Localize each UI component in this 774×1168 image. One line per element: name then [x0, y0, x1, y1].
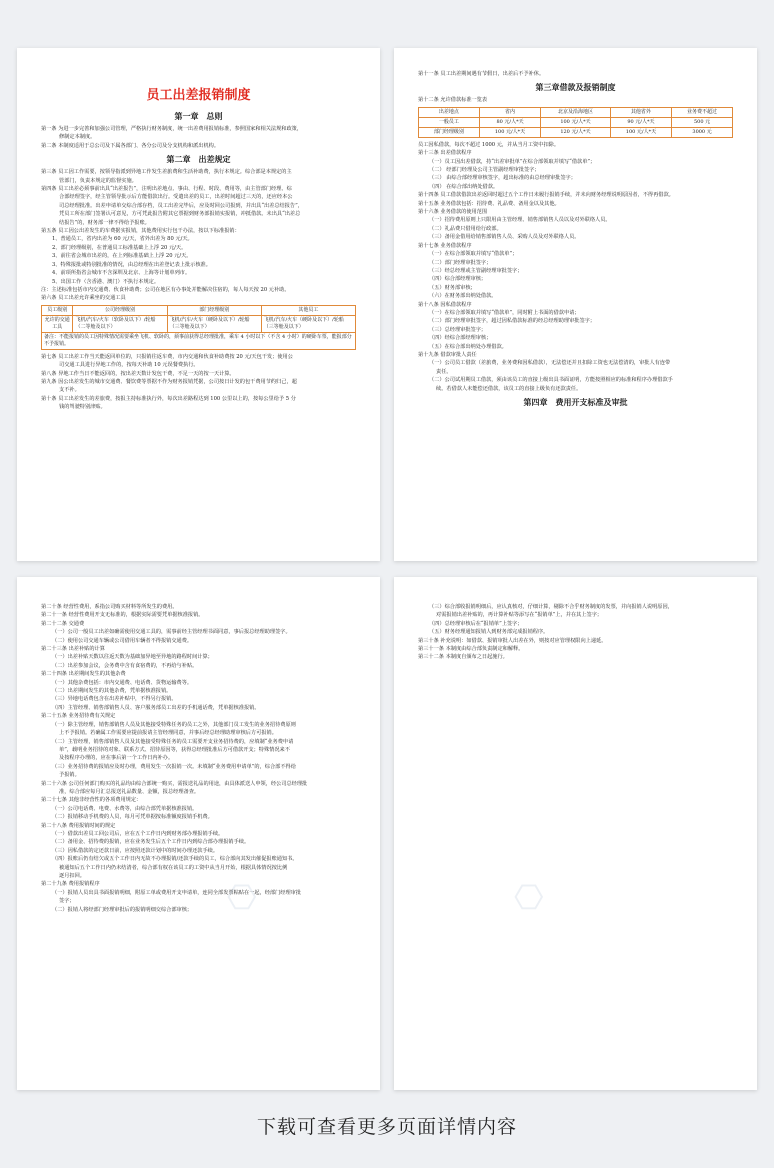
text-line: 第三十条 补充说明：如借款、报销审批人出差在外，则按对应管理权限向上递延。 — [418, 637, 607, 644]
table-header: 其他员工 — [261, 305, 355, 315]
text-line: 及按程序办理的，应在事后第一个工作日内补办。 — [59, 755, 174, 762]
table-cell: 80 元/人*天 — [479, 117, 540, 127]
chapter-heading: 第二章 出差规定 — [166, 154, 231, 165]
chapter-heading: 第一章 总则 — [174, 111, 223, 121]
text-line: 第九条 因公出差发生的城市交通费、餐饮费等票据不作为财务报销凭据，公司按日计发的包干费用节约归己，超 — [41, 378, 297, 385]
text-line: 第二十五条 业务招待费有关规定 — [41, 713, 116, 720]
text-line: （四） 在综合部出纳处借款。 — [429, 183, 499, 190]
document-page-3 — [17, 577, 380, 1090]
text-line: 管部门，负责本规定的监督实施。 — [59, 177, 137, 184]
text-line: （五）财务部审核； — [429, 284, 476, 291]
text-line: （一）在综合部领取并填写“借款单”； — [429, 251, 518, 258]
text-line: （三） 由综合部经理审核签字，超出标准的由总经理审批签字； — [429, 175, 576, 182]
table-cell: 飞机/汽车/火车（硬卧及以下）/轮船（三等舱及以下） — [167, 315, 261, 332]
text-line: （六）在财务部出纳处借款。 — [429, 293, 497, 300]
text-line: 第三条 员工因工作需要，按领导指派到异地工作发生差旅费和生活补助费，执行本规定。综合部是本规定的主 — [41, 169, 292, 176]
text-line: 第十七条 业务借款程序 — [418, 242, 472, 249]
text-block — [41, 603, 356, 914]
text-line: 被通知后五个工作日内仍未结清者，综合部有权在该员工的工资中从当月开始，根据具体情况按比例 — [59, 864, 288, 871]
document-page-1 — [17, 48, 380, 561]
text-line: 钱的驾驶特别津贴。 — [59, 404, 106, 411]
text-line: 注：主述标准包括市内交通费、伙食补助费；公司在地区有办事处并能解决住宿的，每人每天按 20 元补助。 — [41, 286, 290, 293]
text-block — [41, 125, 356, 150]
text-line: 2、部门经理级别，在普通员工标准基础上上浮 20 元/天。 — [52, 244, 187, 251]
text-line: 4、前项所指省会城市不含深圳及北京、上海等计划单列市。 — [52, 270, 191, 277]
text-line: （二）出差参加会议，会务费中含有食宿费的，不再给与补贴。 — [52, 662, 198, 669]
text-line: 单”，载明业务招待的对象、联系方式、招待原因等，获得总经理批准后方可借款开支；特殊情况来不 — [59, 746, 290, 753]
text-line: 第三十一条 本制度由综合部负责制定和解释。 — [418, 646, 524, 653]
text-line: 第二十条 经营性费用，系指公司购买材料等所发生的费用。 — [41, 604, 178, 610]
text-line: 第十四条 员工借款借款出差返回时超过五个工作日未履行报销手续，并未向财务经理说明原因者，不得再借款。 — [418, 192, 674, 199]
table-cell: 90 元/人*天 — [610, 117, 671, 127]
text-line: 凭员工所在部门签署认可意见，方可凭此报告附其它票据到财务部报销实报销，冲抵借款。未出具“出差总 — [59, 211, 301, 218]
text-line: 准，综合部应每月汇总报送礼品数量、金额，报总经理备查。 — [59, 788, 200, 795]
text-line: 第三十二条 本制度自颁布之日起施行。 — [418, 654, 508, 661]
text-line: 第十八条 因私借款程序 — [418, 301, 472, 308]
text-line: 第二十四条 出差期间发生的其他杂费 — [41, 671, 126, 678]
text-line: （二）部门经理审批签字，超过因私借款标准的经总经理助理审批签字； — [429, 318, 596, 325]
watermark: ⬡ — [505, 872, 552, 922]
table-cell: 部门经理级别 — [419, 127, 480, 137]
chapter-heading: 第四章 费用开支标准及审批 — [523, 397, 628, 407]
text-line: （一）报销人员出具书面报销明细，附原工单或费用开支申请单，连同全部发票粘贴在一起，经部门经理审批 — [52, 889, 302, 896]
text-line: 签字； — [59, 898, 75, 905]
text-line: 第二十一条 经营性费用开支无标准的，根据实际需要凭单据核准报销。 — [41, 612, 204, 619]
chapter-heading: 第三章借款及报销制度 — [535, 82, 616, 93]
document-page-4 — [394, 577, 757, 1090]
paragraph: 第十一条 员工出差期间遇有节假日，出差后不予补休。 — [418, 71, 545, 77]
text-line: 第七条 员工出差工作当天能返回单位的，只报销往返车费，市内交通和伙食补助费按 20 元/天包干发；使用公 — [41, 353, 293, 360]
text-line: 3、前往省会城市出差的，在上列标准基础上上浮 20 元/天。 — [52, 253, 192, 260]
text-line: （一）招待费用原则上只限用由主管经理、销售部销售人员以及对外联络人员。 — [429, 217, 611, 224]
text-line: （五）在综合部出纳处办理借款。 — [429, 343, 507, 350]
text-line: 第十六条 业务借款的使用范围 — [418, 209, 488, 216]
text-line: （二）使用公司交通车辆或公司借用车辆者不得报销交通费。 — [52, 637, 193, 644]
text-line: 责任。 — [436, 368, 452, 375]
text-line: （一）借款出差员工回公司后，应在五个工作日内到财务部办理报销手续。 — [52, 830, 224, 837]
text-line: 第二十七条 其他非经营性的各项费用规定： — [41, 797, 142, 804]
table-cell: 飞机/汽车/火车（硬卧及以下）/轮船（三等舱及以下） — [261, 315, 355, 332]
text-line: 5、出国工作（含香港、澳门）不执行本规定。 — [52, 278, 160, 285]
table-note: 备注：不能报销的员工因特殊情况需要乘坐飞机、软卧的，须事前获得总经理批准，乘车 4 小时以下（不含 4 小时）的硬卧车票，能报部分不予报销。 — [42, 332, 356, 349]
text-line: （二）备用金、招待费的报销，应在业务发生后五个工作日内到综合部办理报销手续。 — [52, 839, 250, 846]
text-line: （一）除主管经理，销售部销售人员及其他接受特殊任务的员工之外，其他部门员工发生的业务招待费原则 — [52, 721, 296, 728]
text-line: 第五条 员工因公出差发生的车费据实报销，其他费用实行包干办法，按以下标准报销： — [41, 228, 240, 235]
table-cell: 120 元/人*天 — [541, 127, 611, 137]
text-line: 第十九条 借款审批人责任 — [418, 351, 477, 358]
table-header: 北京及沿海地区 — [541, 107, 611, 117]
text-line: （四）报账后仍有结欠或五个工作日内无故不办理报销/还款手续的员工，综合部向其发出催促报账通知书。 — [52, 856, 298, 863]
text-line: 第四条 员工出差必须事前出具“出差报告”，注明出差地点、事由、行程、时段、费用等，由主管部门经理、综 — [41, 186, 292, 193]
table-header: 其他省外 — [610, 107, 671, 117]
text-line: 逐月扣回。 — [59, 873, 85, 879]
text-line: 司总经理批准。出差申请单交综合部存档，员工出差完毕后，应及时回公司报到，并出具“出差总结报告”， — [59, 202, 303, 209]
document-title: 员工出差报销制度 — [146, 88, 251, 103]
text-line: 予报销。 — [59, 772, 80, 779]
text-line: 1、普通员工，省内出差为 60 元/天，省外出差为 80 元/天。 — [52, 236, 193, 243]
text-line: 第二十六条 公司任何部门购买的礼品均由综合部统一购买，需报送礼品的用途，由具体派送人申领，经公司总经理批 — [41, 780, 308, 787]
table-caption: 第十二条 允许借款标准一览表 — [418, 97, 488, 104]
text-line: （二） 经部门经理及公司主管副经理审批签字； — [429, 167, 540, 174]
text-line: 第八条 异地工作当日不能返回的，按出差天数计发包干费，不足一天的按一天计算。 — [41, 370, 235, 377]
text-line: 司交通工具进行异地工作的，按每天补助 10 元误餐费执行。 — [59, 362, 199, 369]
document-page-2 — [394, 48, 757, 561]
text-line: 修制定本制度。 — [59, 134, 96, 141]
table-cell: 3000 元 — [672, 127, 733, 137]
text-line: 第二十九条 费用报销程序 — [41, 881, 100, 888]
text-line: 支不补。 — [59, 387, 80, 394]
table-header: 出差地点 — [419, 107, 480, 117]
text-line: （三）因私借款的定还款日前，应按照还款计划中的时间办理还款手续。 — [52, 847, 219, 854]
text-block — [418, 603, 733, 662]
text-line: （一）公司一般员工出差如确需使用交通工具的，需事前经主管经理书面同意，事后报总经理助理签字。 — [52, 629, 291, 636]
table-header: 公司经理级别 — [73, 305, 167, 315]
text-block — [418, 141, 733, 393]
table-cell: 100 元/人*天 — [479, 127, 540, 137]
text-line: （二）报销人将经部门经理审批后的报销明细交综合部审核； — [52, 906, 193, 913]
text-line: 合部经理签字，经主管领导批示后方能借款出行。受遣出差的员工，出差时间超过三天的，还应经本公 — [59, 194, 293, 201]
text-line: 第六条 员工出差允许乘坐的交通工具 — [41, 295, 126, 302]
text-line: （三）综合部收报销明细后，应认真核对，仔细计算，剔除不合乎财务制度的发票，并向报销人说明原因， — [429, 604, 673, 610]
text-line: 上不予报销。若确属工作需要应提前报请主管经理同意，并事后经总经理助理审核后方可报销。 — [59, 730, 277, 737]
table-header: 业务费不超过 — [672, 107, 733, 117]
text-line: （一）员工因出差借款，持“出差审批单”在综合部领取并填写“借款单”； — [429, 158, 596, 165]
text-line: （二）公司试用期员工借款，须由该员工的直接上级出具书面证明，方能按照相应的标准和程序办理借款手 — [429, 377, 673, 384]
text-block — [41, 353, 356, 412]
text-line: （二）礼品费只借用给行政部。 — [429, 225, 502, 232]
text-line: （三）总经理审批签字； — [429, 326, 487, 333]
watermark: ⬡ — [218, 872, 265, 922]
loan-standard-table — [418, 107, 733, 138]
text-line: （一）在综合部领取并填写“借款单”，同时附上书面的借款申请； — [429, 309, 580, 316]
text-line: （三）备用金借用给销售部销售人员、采购人员及对外联络人员。 — [429, 234, 580, 241]
text-line: （二）出差期间发生的其他杂费，凭单据核准报销。 — [52, 688, 172, 695]
text-line: 第十条 员工出差发生的差旅费，按报主持标准执行外，每次出差路程达到 100 公里以上的，按每公里给予 5 分 — [41, 395, 296, 402]
text-line: 第十三条 出差借款程序 — [418, 150, 472, 157]
text-line: （二）部门经理审批签字； — [429, 259, 492, 266]
text-line: 续。若借款人未能偿还借款，该员工的直接上级负有还款责任。 — [436, 385, 582, 392]
text-line: 对需报销出差补贴的，再计算补贴等添写在“报销单”上，并在其上签字； — [436, 612, 603, 619]
text-line: 第二十三条 出差补贴的计算 — [41, 646, 105, 653]
table-cell: 100 元/人*天 — [541, 117, 611, 127]
table-header: 部门经理级别 — [167, 305, 261, 315]
text-line: （三）异地电话费包含在出差补贴中，不得另行报销。 — [52, 696, 177, 703]
table-cell: 500 元 — [672, 117, 733, 127]
transport-table — [41, 305, 356, 350]
text-line: 第二十八条 费用报销时间的规定 — [41, 822, 116, 829]
table-cell: 100 元/人*天 — [610, 127, 671, 137]
text-line: 第二十二条 交通费 — [41, 620, 85, 627]
text-line: （一）其他杂费包括：市内交通费、电话费、货物运输费等。 — [52, 679, 193, 686]
text-line: （四）总经理审核后在“报销单”上签字； — [429, 620, 523, 627]
text-line: 结报告”的，财务部一律不得给予报账。 — [59, 219, 150, 226]
text-line: （一）公司电话费、电费、水费等，由综合部凭单据核准报销。 — [52, 805, 198, 812]
text-line: （三）业务招待费的报销应及时办理，费用发生一次报销一次。未填制“业务费用申请单”的，综合部不得给 — [52, 763, 296, 770]
text-line: 第一条 为进一步完善和加强公司管理，严格执行财务制度，统一出差费用报销标准，参照国家和相关法规和政策， — [41, 126, 303, 132]
table-cell: 一般员工 — [419, 117, 480, 127]
text-line: （二）主管经理，销售部销售人员及其他接受特殊任务的员工需要开支业务招待费的，应填制“业务费申请 — [52, 738, 294, 745]
text-line: （一）出差补贴天数以往返天数为基础加异地至异地的路程时间计算； — [52, 654, 213, 661]
text-line: （四）综合部经理审核； — [429, 276, 487, 283]
text-line: （五）财务经理通知报销人到财务部完成报销程序。 — [429, 629, 549, 636]
text-block — [41, 168, 356, 303]
text-line: 3、特殊报批或特别批准的情况，由总经理在出差登记表上批示核准。 — [52, 261, 211, 268]
table-cell: 飞机/汽车/火车（软卧及以下）/轮船（二等舱及以下） — [73, 315, 167, 332]
text-line: 员工因私借款，每次不超过 1000 元，并从当月工资中扣除。 — [418, 141, 560, 148]
text-line: 第十五条 业务借款包括：招待费、礼品费、备用金以及其他。 — [418, 200, 560, 207]
table-cell: 允许的交通工具 — [42, 315, 73, 332]
text-line: （三）经总经理或主管副经理审批签字； — [429, 267, 523, 274]
text-line: 第二条 本制度适用于总公司及下属各部门、各分公司及分支机构和派出机构。 — [41, 142, 220, 149]
text-line: （二）报销移动手机费的人员，每月可凭单据按标准额度报销手机费。 — [52, 814, 213, 821]
table-header: 省内 — [479, 107, 540, 117]
text-line: （一）公司员工借款（差旅费，业务费和因私借款），无法偿还并且扣除工资也无法偿清的，审批人有连带 — [429, 360, 671, 367]
text-line: （四）经综合部经理审核； — [429, 335, 492, 342]
download-more-caption: 下载可查看更多页面详情内容 — [256, 1116, 517, 1138]
text-line: （四）主管经理、销售部销售人员、客户服务部员工出差的手机通话费，凭单据核准报销。 — [52, 704, 260, 711]
table-header: 员工级别 — [42, 305, 73, 315]
